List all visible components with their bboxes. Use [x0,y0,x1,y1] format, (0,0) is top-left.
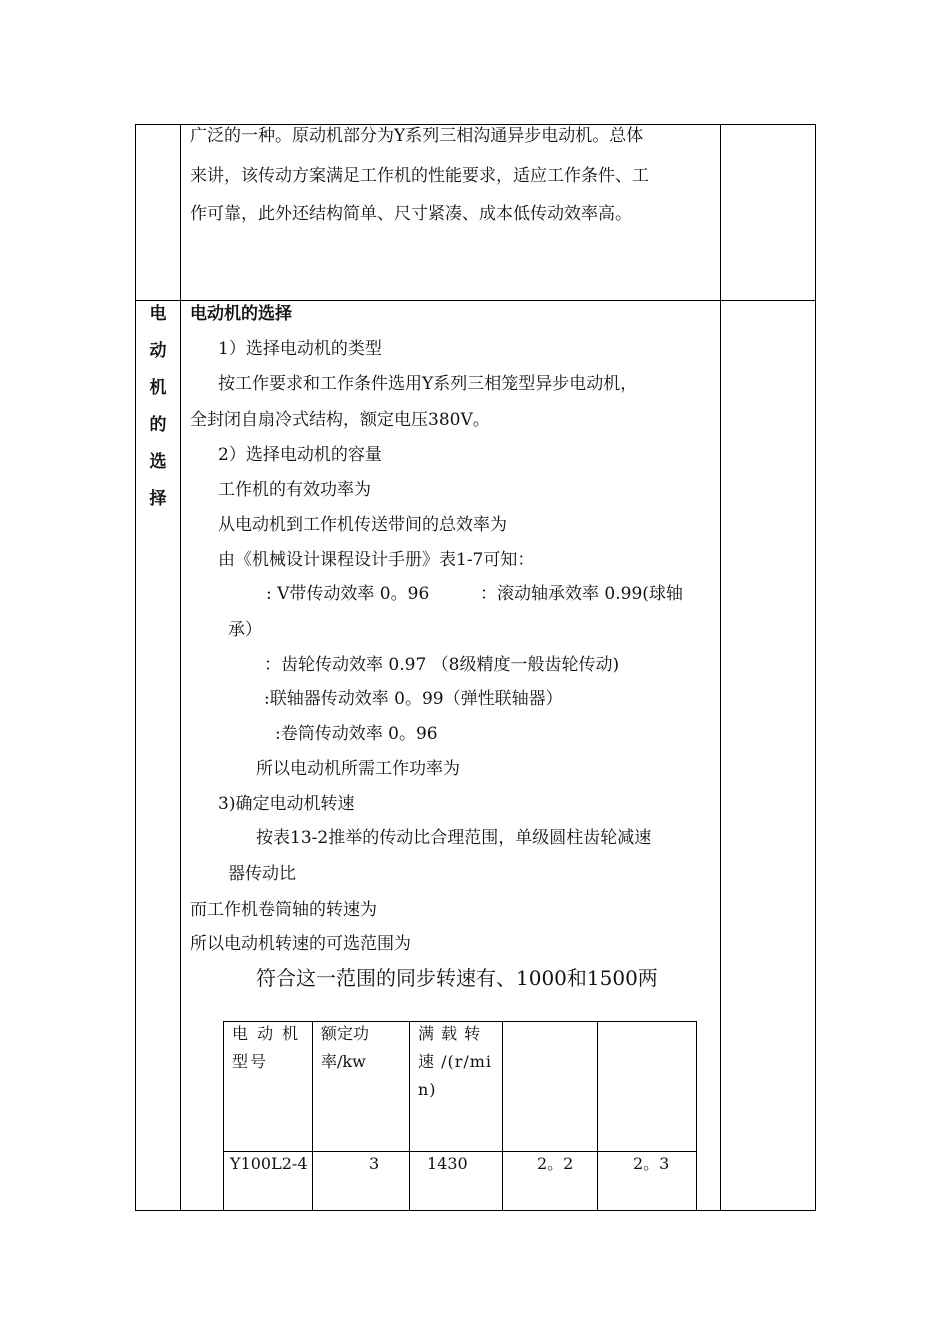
table-cell-value: 2。2 [537,1154,574,1173]
side-label-char: 电 [149,304,167,324]
text-line: 器传动比 [228,864,296,884]
inner-table-col-line [696,1021,697,1211]
step-heading: 2）选择电动机的容量 [218,445,382,465]
text-line: 承） [228,620,262,640]
table-cell-model: Y100L2-4 [230,1154,308,1173]
table-cell-power: 3 [369,1154,380,1173]
text-line: 全封闭自扇冷式结构，额定电压380V。 [190,410,490,430]
table-header-cell: 额定功率/kw [321,1024,370,1071]
text-line: 所以电动机转速的可选范围为 [190,934,411,954]
inner-table-col-line [502,1021,503,1211]
paragraph-line: 作可靠，此外还结构简单、尺寸紧凑、成本低传动效率高。 [190,204,632,224]
efficiency-vbelt: : V带传动效率 0。96 [266,584,430,604]
efficiency-drum: :卷筒传动效率 0。96 [275,724,438,744]
text-line: 工作机的有效功率为 [218,480,371,500]
table-header-cell: 电 动 机型号 [232,1024,301,1071]
section-heading: 电动机的选择 [190,304,292,324]
table-left-border [135,124,136,1211]
table-column-divider-1 [180,124,181,1211]
text-line: 由《机械设计课程设计手册》表1-7可知： [218,550,535,570]
efficiency-coupling: :联轴器传动效率 0。99（弹性联轴器） [264,689,563,709]
table-bottom-border [135,1210,816,1211]
table-cell-value: 2。3 [633,1154,670,1173]
table-cell-speed: 1430 [427,1154,468,1173]
side-label-char: 的 [149,415,167,435]
side-label-char: 选 [149,452,167,472]
side-label-char: 择 [149,489,167,509]
paragraph-line: 来讲，该传动方案满足工作机的性能要求，适应工作条件、工 [190,166,649,186]
efficiency-bearing: ：滚动轴承效率 0.99(球轴 [480,584,683,604]
step-heading: 3)确定电动机转速 [218,794,355,814]
table-right-border [815,124,816,1211]
text-line: 所以电动机所需工作功率为 [256,759,460,779]
text-line: 按工作要求和工作条件选用Y系列三相笼型异步电动机， [218,374,638,394]
paragraph-line: 广泛的一种。原动机部分为Y系列三相沟通异步电动机。总体 [190,126,644,146]
table-header-cell: 满 载 转速 /(r/min) [418,1024,493,1099]
text-line: 按表13-2推举的传动比合理范围，单级圆柱齿轮减速 [256,828,652,848]
inner-table-col-line [597,1021,598,1211]
step-heading: 1）选择电动机的类型 [218,339,382,359]
section-side-label [136,296,180,518]
inner-table-col-line [409,1021,410,1211]
text-line: 从电动机到工作机传送带间的总效率为 [218,515,507,535]
inner-table-col-line [223,1021,224,1211]
efficiency-gear: ：齿轮传动效率 0.97 （8级精度一般齿轮传动) [264,655,620,675]
table-column-divider-2 [720,124,721,1211]
side-label-char: 动 [149,341,167,361]
table-row-divider [135,300,816,301]
text-line: 而工作机卷筒轴的转速为 [190,900,377,920]
inner-table-col-line [312,1021,313,1211]
side-label-char: 机 [149,378,167,398]
text-line-large: 符合这一范围的同步转速有、1000和1500两 [256,966,658,990]
